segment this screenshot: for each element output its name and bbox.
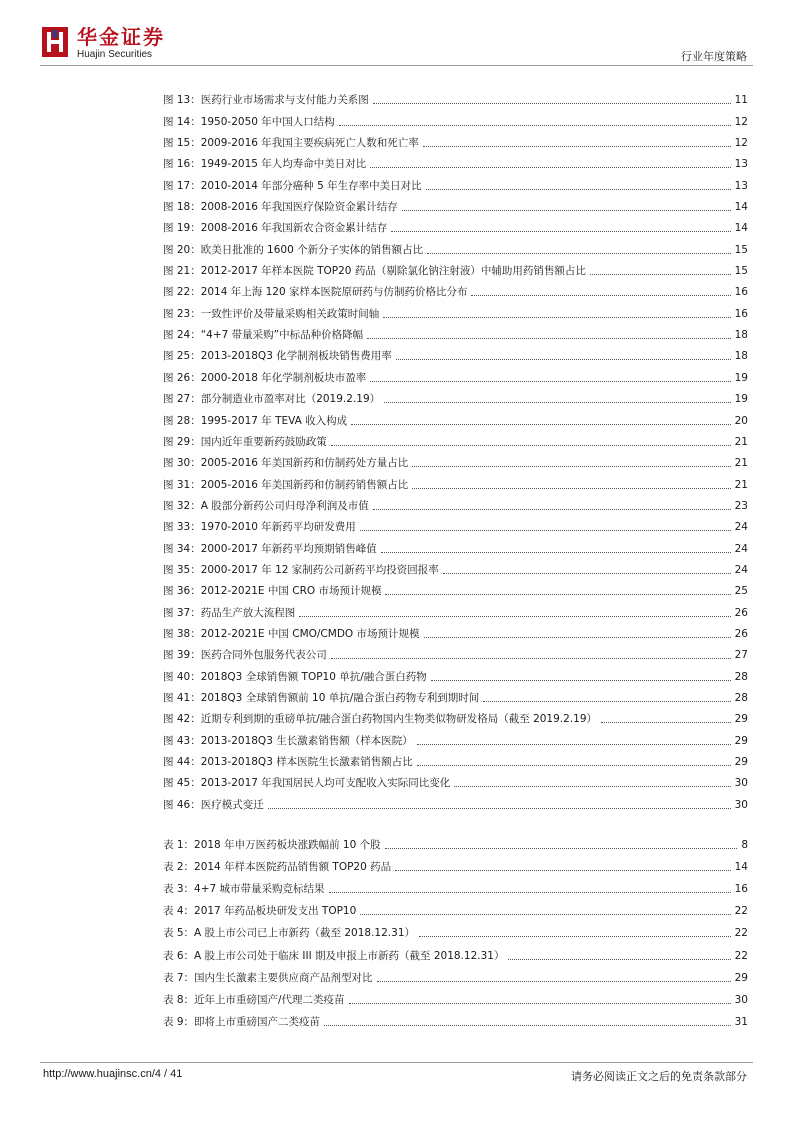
toc-entry-title: 图 32：A 股部分新药公司归母净利润及市值 xyxy=(163,499,369,512)
toc-entry-title: 图 46：医疗模式变迁 xyxy=(163,798,264,811)
toc-entry-title: 表 5：A 股上市公司已上市新药（截至 2018.12.31） xyxy=(163,927,415,940)
figure-toc-entry[interactable] xyxy=(163,643,748,664)
toc-entry-title: 图 21：2012-2017 年样本医院 TOP20 药品（剔除氯化钠注射液）中辅助用药销售额占比 xyxy=(163,265,586,278)
figure-toc-entry[interactable] xyxy=(163,728,748,749)
figure-toc-entry[interactable] xyxy=(163,664,748,685)
toc-entry-page: 11 xyxy=(734,94,748,107)
figure-toc-entry[interactable] xyxy=(163,131,748,152)
toc-entry-page: 24 xyxy=(734,563,748,576)
dot-leader xyxy=(471,295,730,296)
toc-entry-page: 14 xyxy=(734,201,748,214)
toc-entry-title: 图 38：2012-2021E 中国 CMO/CMDO 市场预计规模 xyxy=(163,627,420,640)
toc-entry-page: 28 xyxy=(734,691,748,704)
dot-leader xyxy=(601,722,731,723)
table-toc-entry[interactable] xyxy=(163,987,748,1009)
dot-leader xyxy=(360,530,731,531)
dot-leader xyxy=(417,765,731,766)
dot-leader xyxy=(331,658,731,659)
table-toc-entry[interactable] xyxy=(163,1009,748,1031)
toc-entry-page: 20 xyxy=(734,414,748,427)
toc-entry-title: 图 44：2013-2018Q3 样本医院生长激素销售额占比 xyxy=(163,756,413,768)
toc-entry-page: 16 xyxy=(734,307,748,320)
toc-entry-page: 16 xyxy=(734,883,748,896)
toc-entry-page: 21 xyxy=(734,478,748,491)
dot-leader xyxy=(424,637,731,638)
figure-toc-entry[interactable] xyxy=(163,707,748,728)
dot-leader xyxy=(395,870,731,871)
toc-entry-title: 图 17：2010-2014 年部分癌种 5 年生存率中美日对比 xyxy=(163,179,422,192)
page-header xyxy=(0,0,793,70)
dot-leader xyxy=(331,445,731,446)
dot-leader xyxy=(396,359,731,360)
toc-entry-title: 图 33：1970-2010 年新药平均研发费用 xyxy=(163,521,356,534)
toc-entry-title: 图 37：药品生产放大流程图 xyxy=(163,606,296,619)
table-list xyxy=(163,832,748,1031)
toc-entry-title: 图 15：2009-2016 年我国主要疾病死亡人数和死亡率 xyxy=(163,137,419,150)
footer-disclaimer: 请务必阅读正文之后的免责条款部分 xyxy=(571,1070,747,1083)
toc-entry-page: 13 xyxy=(734,179,748,192)
dot-leader xyxy=(268,808,731,809)
dot-leader xyxy=(402,210,731,211)
dot-leader xyxy=(419,936,731,937)
figure-toc-entry[interactable] xyxy=(163,344,748,365)
toc-entry-title: 图 16：1949-2015 年人均寿命中美日对比 xyxy=(163,158,367,171)
table-toc-entry[interactable] xyxy=(163,898,748,920)
toc-entry-page: 30 xyxy=(734,993,748,1006)
toc-entry-page: 21 xyxy=(734,457,748,470)
figure-toc-entry[interactable] xyxy=(163,579,748,600)
brand-name-en: Huajin Securities xyxy=(77,49,153,60)
dot-leader xyxy=(367,338,731,339)
toc-entry-page: 19 xyxy=(734,393,748,406)
toc-entry-title: 图 14：1950-2050 年中国人口结构 xyxy=(163,115,335,128)
toc-entry-title: 图 41：2018Q3 全球销售额前 10 单抗/融合蛋白药物专利到期时间 xyxy=(163,691,480,704)
toc-entry-page: 14 xyxy=(734,861,748,874)
toc-entry-title: 表 1：2018 年申万医药板块涨跌幅前 10 个股 xyxy=(163,839,381,852)
toc-entry-page: 19 xyxy=(734,371,748,384)
dot-leader xyxy=(383,317,730,318)
toc-entry-page: 13 xyxy=(734,158,748,171)
toc-entry-page: 8 xyxy=(741,839,748,852)
dot-leader xyxy=(360,914,730,915)
toc-entry-title: 图 35：2000-2017 年 12 家制药公司新药平均投资回报率 xyxy=(163,563,439,576)
toc-entry-page: 24 xyxy=(734,521,748,534)
toc-entry-page: 31 xyxy=(734,1015,748,1028)
toc-entry-page: 21 xyxy=(734,435,748,448)
toc-entry-page: 12 xyxy=(734,115,748,128)
toc-entry-title: 图 45：2013-2017 年我国居民人均可支配收入实际同比变化 xyxy=(163,777,451,790)
toc-entry-title: 表 4：2017 年药品板块研发支出 TOP10 xyxy=(163,905,357,918)
figure-toc-entry[interactable] xyxy=(163,216,748,237)
toc-entry-page: 23 xyxy=(734,499,748,512)
toc-entry-title: 图 30：2005-2016 年美国新药和仿制药处方量占比 xyxy=(163,457,409,470)
dot-leader xyxy=(339,125,731,126)
dot-leader xyxy=(412,466,730,467)
toc-entry-page: 25 xyxy=(734,585,748,598)
figure-toc-entry[interactable] xyxy=(163,387,748,408)
figure-toc-entry[interactable] xyxy=(163,494,748,515)
figure-toc-entry[interactable] xyxy=(163,430,748,451)
dot-leader xyxy=(431,680,731,681)
figure-toc-entry[interactable] xyxy=(163,600,748,621)
toc-entry-title: 表 2：2014 年样本医院药品销售额 TOP20 药品 xyxy=(163,861,392,874)
page-footer xyxy=(0,1062,793,1102)
figure-toc-entry[interactable] xyxy=(163,536,748,557)
toc-entry-title: 图 29：国内近年重要新药鼓励政策 xyxy=(163,435,327,448)
toc-entry-title: 图 43：2013-2018Q3 生长激素销售额（样本医院） xyxy=(163,734,413,747)
toc-entry-page: 26 xyxy=(734,606,748,619)
toc-entry-title: 表 8：近年上市重磅国产/代理二类疫苗 xyxy=(163,993,345,1006)
toc-entry-page: 29 xyxy=(734,734,748,747)
figure-toc-entry[interactable] xyxy=(163,173,748,194)
dot-leader xyxy=(384,402,730,403)
toc-entry-title: 图 31：2005-2016 年美国新药和仿制药销售额占比 xyxy=(163,478,409,491)
dot-leader xyxy=(590,274,731,275)
brand-name-cn: 华金证券 xyxy=(77,25,165,49)
toc-entry-title: 图 18：2008-2016 年我国医疗保险资金累计结存 xyxy=(163,201,398,214)
figure-toc-entry[interactable] xyxy=(163,323,748,344)
figure-toc-entry[interactable] xyxy=(163,152,748,173)
toc-entry-title: 图 42：近期专利到期的重磅单抗/融合蛋白药物国内生物类似物研发格局（截至 2019.2.19） xyxy=(163,713,598,726)
table-toc-entry[interactable] xyxy=(163,965,748,987)
figure-toc-entry[interactable] xyxy=(163,515,748,536)
dot-leader xyxy=(349,1003,731,1004)
dot-leader xyxy=(508,959,730,960)
table-toc-entry[interactable] xyxy=(163,876,748,898)
toc-entry-title: 图 36：2012-2021E 中国 CRO 市场预计规模 xyxy=(163,585,382,598)
dot-leader xyxy=(412,488,730,489)
figure-toc-entry[interactable] xyxy=(163,301,748,322)
footer-url-page[interactable]: http://www.huajinsc.cn/4 / 41 xyxy=(43,1068,183,1080)
toc-entry-title: 图 25：2013-2018Q3 化学制剂板块销售费用率 xyxy=(163,350,392,363)
toc-entry-page: 27 xyxy=(734,649,748,662)
toc-entry-page: 22 xyxy=(734,905,748,918)
toc-entry-page: 30 xyxy=(734,798,748,811)
toc-entry-page: 18 xyxy=(734,329,748,342)
dot-leader xyxy=(377,981,731,982)
toc-entry-title: 图 23：一致性评价及带量采购相关政策时间轴 xyxy=(163,307,380,320)
toc-entry-page: 15 xyxy=(734,243,748,256)
figure-toc-entry[interactable] xyxy=(163,472,748,493)
toc-entry-title: 图 22：2014 年上海 120 家样本医院原研药与仿制药价格比分布 xyxy=(163,286,468,299)
dot-leader xyxy=(427,253,731,254)
figure-toc-entry[interactable] xyxy=(163,771,748,792)
toc-entry-title: 图 13：医药行业市场需求与支付能力关系图 xyxy=(163,94,369,107)
dot-leader xyxy=(426,189,731,190)
toc-entry-title: 表 6：A 股上市公司处于临床 III 期及申报上市新药（截至 2018.12.31） xyxy=(163,949,505,962)
figure-toc-entry[interactable] xyxy=(163,237,748,258)
toc-entry-title: 表 3：4+7 城市带量采购竞标结果 xyxy=(163,883,325,896)
dot-leader xyxy=(373,509,731,510)
toc-entry-page: 14 xyxy=(734,222,748,235)
toc-entry-page: 26 xyxy=(734,627,748,640)
dot-leader xyxy=(417,744,731,745)
figure-toc-entry[interactable] xyxy=(163,686,748,707)
figure-toc-entry[interactable] xyxy=(163,195,748,216)
table-toc-entry[interactable] xyxy=(163,920,748,942)
toc-entry-title: 图 26：2000-2018 年化学制剂板块市盈率 xyxy=(163,371,367,384)
figure-toc-entry[interactable] xyxy=(163,365,748,386)
figure-toc-entry[interactable] xyxy=(163,88,748,109)
toc-entry-page: 16 xyxy=(734,286,748,299)
table-toc-entry[interactable] xyxy=(163,854,748,876)
table-toc-entry[interactable] xyxy=(163,832,748,854)
toc-entry-page: 29 xyxy=(734,713,748,726)
figure-toc-entry[interactable] xyxy=(163,792,748,813)
toc-entry-title: 图 34：2000-2017 年新药平均预期销售峰值 xyxy=(163,542,377,555)
toc-entry-page: 22 xyxy=(734,927,748,940)
figure-toc-entry[interactable] xyxy=(163,408,748,429)
dot-leader xyxy=(373,103,731,104)
dot-leader xyxy=(391,231,730,232)
toc-entry-title: 图 39：医药合同外包服务代表公司 xyxy=(163,649,327,662)
figure-toc-entry[interactable] xyxy=(163,750,748,771)
dot-leader xyxy=(370,381,730,382)
dot-leader xyxy=(385,848,738,849)
toc-entry-page: 28 xyxy=(734,670,748,683)
toc-entry-page: 30 xyxy=(734,777,748,790)
dot-leader xyxy=(324,1025,731,1026)
figure-toc-entry[interactable] xyxy=(163,451,748,472)
toc-entry-title: 图 40：2018Q3 全球销售额 TOP10 单抗/融合蛋白药物 xyxy=(163,670,427,683)
dot-leader xyxy=(329,892,731,893)
toc-entry-title: 图 19：2008-2016 年我国新农合资金累计结存 xyxy=(163,222,388,235)
dot-leader xyxy=(370,167,730,168)
figure-toc-entry[interactable] xyxy=(163,109,748,130)
dot-leader xyxy=(381,552,731,553)
toc-entry-title: 图 24：“4+7 带量采购”中标品种价格降幅 xyxy=(163,329,364,342)
dot-leader xyxy=(483,701,730,702)
header-divider xyxy=(40,65,753,66)
figure-toc-entry[interactable] xyxy=(163,622,748,643)
toc-entry-page: 29 xyxy=(734,971,748,984)
toc-entry-page: 29 xyxy=(734,756,748,768)
toc-entry-title: 图 20：欧美日批准的 1600 个新分子实体的销售额占比 xyxy=(163,243,424,256)
dot-leader xyxy=(385,594,730,595)
toc-entry-title: 图 27：部分制造业市盈率对比（2019.2.19） xyxy=(163,393,381,406)
toc-entry-title: 图 28：1995-2017 年 TEVA 收入构成 xyxy=(163,414,348,427)
toc-entry-page: 15 xyxy=(734,265,748,278)
dot-leader xyxy=(443,573,731,574)
figure-toc-entry[interactable] xyxy=(163,259,748,280)
figure-toc-entry[interactable] xyxy=(163,558,748,579)
toc-entry-page: 12 xyxy=(734,137,748,150)
dot-leader xyxy=(351,424,730,425)
dot-leader xyxy=(423,146,731,147)
dot-leader xyxy=(299,616,730,617)
huajin-logo-icon xyxy=(42,27,68,57)
toc-entry-title: 表 9：即将上市重磅国产二类疫苗 xyxy=(163,1015,321,1028)
toc-entry-page: 18 xyxy=(734,350,748,363)
figure-list xyxy=(163,88,748,814)
toc-entry-page: 22 xyxy=(734,949,748,962)
toc-entry-title: 表 7：国内生长激素主要供应商产品剂型对比 xyxy=(163,971,373,984)
table-toc-entry[interactable] xyxy=(163,942,748,964)
figure-toc-entry[interactable] xyxy=(163,280,748,301)
document-type: 行业年度策略 xyxy=(681,50,747,63)
toc-entry-page: 24 xyxy=(734,542,748,555)
dot-leader xyxy=(454,786,730,787)
footer-divider xyxy=(40,1062,753,1063)
